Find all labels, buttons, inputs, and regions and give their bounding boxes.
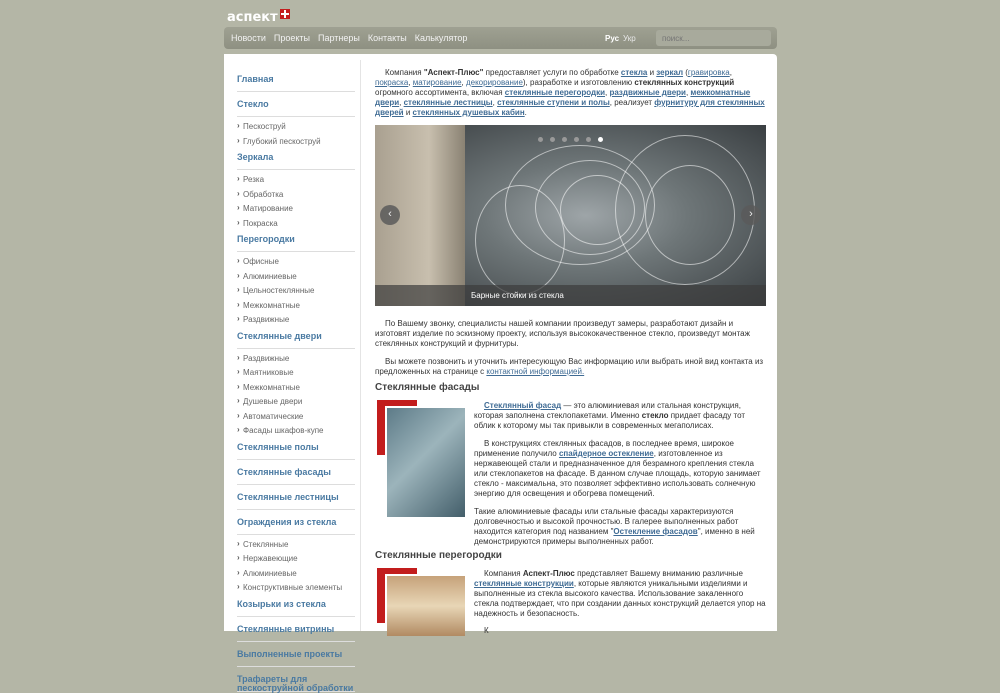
service-paragraph: По Вашему звонку, специалисты нашей компании произведут замеры, разработают дизайн и изготовят изделие по эскизному проекту, используя высококачественное стекло, произведут монтаж стеклянных конструкций и фурнитуры. [375,319,750,348]
logo-text: аспект [227,9,278,25]
slider-dots [538,137,610,142]
nav-partners[interactable]: Партнеры [317,33,360,43]
link-steps[interactable]: стеклянные ступени и полы [497,98,610,107]
site-logo[interactable] [227,10,290,24]
sidebar-subitem-1-1[interactable]: › Глубокий пескоструй [237,135,321,149]
link-matting[interactable]: матирование [412,78,462,87]
link-contact-info[interactable]: контактной информацией. [486,367,585,376]
sidebar-section-2[interactable]: Зеркала [237,150,355,170]
sidebar-section-1[interactable]: Стекло [237,97,355,117]
sidebar-subitem-8-2[interactable]: › Алюминиевые [237,567,297,581]
link-glass[interactable]: стекла [620,68,648,77]
slider-next-button[interactable]: › [741,205,761,225]
sidebar-section-11[interactable]: Выполненные проекты [237,647,355,667]
sidebar-subitem-3-0[interactable]: › Офисные [237,255,279,269]
link-glass-constructions[interactable]: стеклянные конструкции [474,579,574,588]
logo-plus-icon [280,9,290,19]
sidebar-subitem-4-1[interactable]: › Маятниковые [237,366,294,380]
slide-image-main [465,125,766,306]
link-mirrors[interactable]: зеркал [656,68,684,77]
slider-dot[interactable] [562,137,567,142]
sidebar-section-last-line2[interactable]: пескоструйной обработки [237,682,354,693]
image-slider[interactable] [375,125,766,306]
link-furniture[interactable]: фурнитуру для стеклянных дверей [375,98,765,117]
top-navigation [224,27,777,49]
sidebar-subitem-4-0[interactable]: › Раздвижные [237,352,289,366]
nav-calculator[interactable]: Калькулятор [414,33,468,43]
lang-uk[interactable]: Укр [623,34,636,43]
link-stairs[interactable]: стеклянные лестницы [403,98,493,107]
nav-projects[interactable]: Проекты [273,33,310,43]
divider [360,60,361,631]
link-glass-facade[interactable]: Стеклянный фасад [484,401,562,410]
sidebar-subitem-4-4[interactable]: › Автоматические [237,410,303,424]
sidebar-section-4[interactable]: Стеклянные двери [237,329,355,349]
link-shower[interactable]: стеклянных душевых кабин [412,108,525,117]
sidebar [224,54,360,693]
link-engraving[interactable]: гравировка [687,68,730,77]
link-facade-glazing[interactable]: Остекление фасадов [613,527,698,536]
facades-image [377,400,465,517]
slider-dot[interactable] [586,137,591,142]
sidebar-section-10[interactable]: Стеклянные витрины [237,622,355,642]
sidebar-section-12[interactable]: Трафареты для [237,672,355,692]
slider-dot[interactable] [538,137,543,142]
search-input[interactable] [656,30,771,46]
slide-caption: Барные стойки из стекла [375,285,766,306]
sidebar-section-0[interactable]: Главная [237,72,355,92]
sidebar-subitem-2-1[interactable]: › Обработка [237,188,283,202]
link-sliding-doors[interactable]: раздвижные двери [609,88,686,97]
slider-dot[interactable] [574,137,579,142]
link-partitions[interactable]: стеклянные перегородки [504,88,606,97]
link-interior-doors[interactable]: межкомнатные двери [375,88,751,107]
partitions-text-2: К [484,626,489,635]
sidebar-subitem-4-3[interactable]: › Душевые двери [237,395,302,409]
nav-contacts[interactable]: Контакты [367,33,407,43]
facades-heading: Стеклянные фасады [375,382,480,393]
sidebar-subitem-3-4[interactable]: › Раздвижные [237,313,289,327]
sidebar-section-8[interactable]: Ограждения из стекла [237,515,355,535]
sidebar-section-6[interactable]: Стеклянные фасады [237,465,355,485]
sidebar-subitem-4-2[interactable]: › Межкомнатные [237,381,300,395]
facades-text-3: Такие алюминиевые фасады или стальные фасады характеризуются долговечностью и высокой прочностью. В галерее выполненных работ находится категория под названием "Остекление фасадов", именно в ней демонстрируются примеры выполненных работ. [474,507,755,546]
sidebar-subitem-2-3[interactable]: › Покраска [237,217,278,231]
nav-news[interactable]: Новости [231,33,266,43]
slider-prev-button[interactable]: ‹ [380,205,400,225]
intro-paragraph: Компания "Аспект-Плюс" предоставляет услуги по обработке стекла и зеркал (гравировка, покраска, матирование, декорирование), разработке и изготовлению стеклянных конструкций огромного ассортимента, включая стеклянные перегородки, раздвижные двери, межкомнатные двери, стеклянные лестницы, стеклянные ступени и полы, реализует фурнитуру для стеклянных дверей и стеклянных душевых кабин. [375,68,765,117]
lang-ru[interactable]: Рус [605,34,620,43]
sidebar-section-9[interactable]: Козырьки из стекла [237,597,355,617]
sidebar-section-5[interactable]: Стеклянные полы [237,440,355,460]
sidebar-subitem-8-1[interactable]: › Нержавеющие [237,552,298,566]
sidebar-subitem-8-3[interactable]: › Конструктивные элементы [237,581,342,595]
sidebar-subitem-1-0[interactable]: › Пескоструй [237,120,286,134]
sidebar-section-3[interactable]: Перегородки [237,232,355,252]
slider-dot[interactable] [598,137,603,142]
sidebar-subitem-4-5[interactable]: › Фасады шкафов-купе [237,424,323,438]
facades-text-2: В конструкциях стеклянных фасадов, в последнее время, широкое применение получило спайдерное остекление, изготовленное из нержавеющей стали и предназначенное для безрамного крепления стекла или стеклопакетов на фасаде. В данном случае площадь, которую занимает стекло - максимальна, это позволяет эффективно использовать солнечную энергию для освещения и обогрева помещений. [474,439,761,498]
sidebar-subitem-8-0[interactable]: › Стеклянные [237,538,288,552]
sidebar-subitem-3-1[interactable]: › Алюминиевые [237,270,297,284]
sidebar-subitem-2-0[interactable]: › Резка [237,173,264,187]
link-painting[interactable]: покраска [375,78,409,87]
content-container [224,54,777,693]
partitions-image [377,568,465,685]
contact-paragraph: Вы можете позвонить и уточнить интересующую Вас информацию или выбрать иной вид контакта из предложенных на странице с контактной информацией. [375,357,764,376]
sidebar-subitem-3-3[interactable]: › Межкомнатные [237,299,300,313]
link-decorating[interactable]: декорирование [465,78,523,87]
slider-dot[interactable] [550,137,555,142]
sidebar-subitem-2-2[interactable]: › Матирование [237,202,293,216]
sidebar-subitem-3-2[interactable]: › Цельностеклянные [237,284,314,298]
sidebar-section-7[interactable]: Стеклянные лестницы [237,490,355,510]
link-spider-glazing[interactable]: спайдерное остекление [558,449,654,458]
partitions-text: Компания Аспект-Плюс представляет Вашему вниманию различные стеклянные конструкции, которые являются уникальными изделиями и выполненные из стекла высокого качества. Использование закаленного стекла подтверждает, что при создании данных конструкций делается упор на надежность и безопасность. [474,569,766,618]
facades-text: Стеклянный фасад — это алюминиевая или стальная конструкция, которая заполнена стеклопакетами. Именно стекло придает фасаду тот облик к которому мы так привыкли в современных мегаполисах. [474,401,746,430]
partitions-heading: Стеклянные перегородки [375,550,502,561]
